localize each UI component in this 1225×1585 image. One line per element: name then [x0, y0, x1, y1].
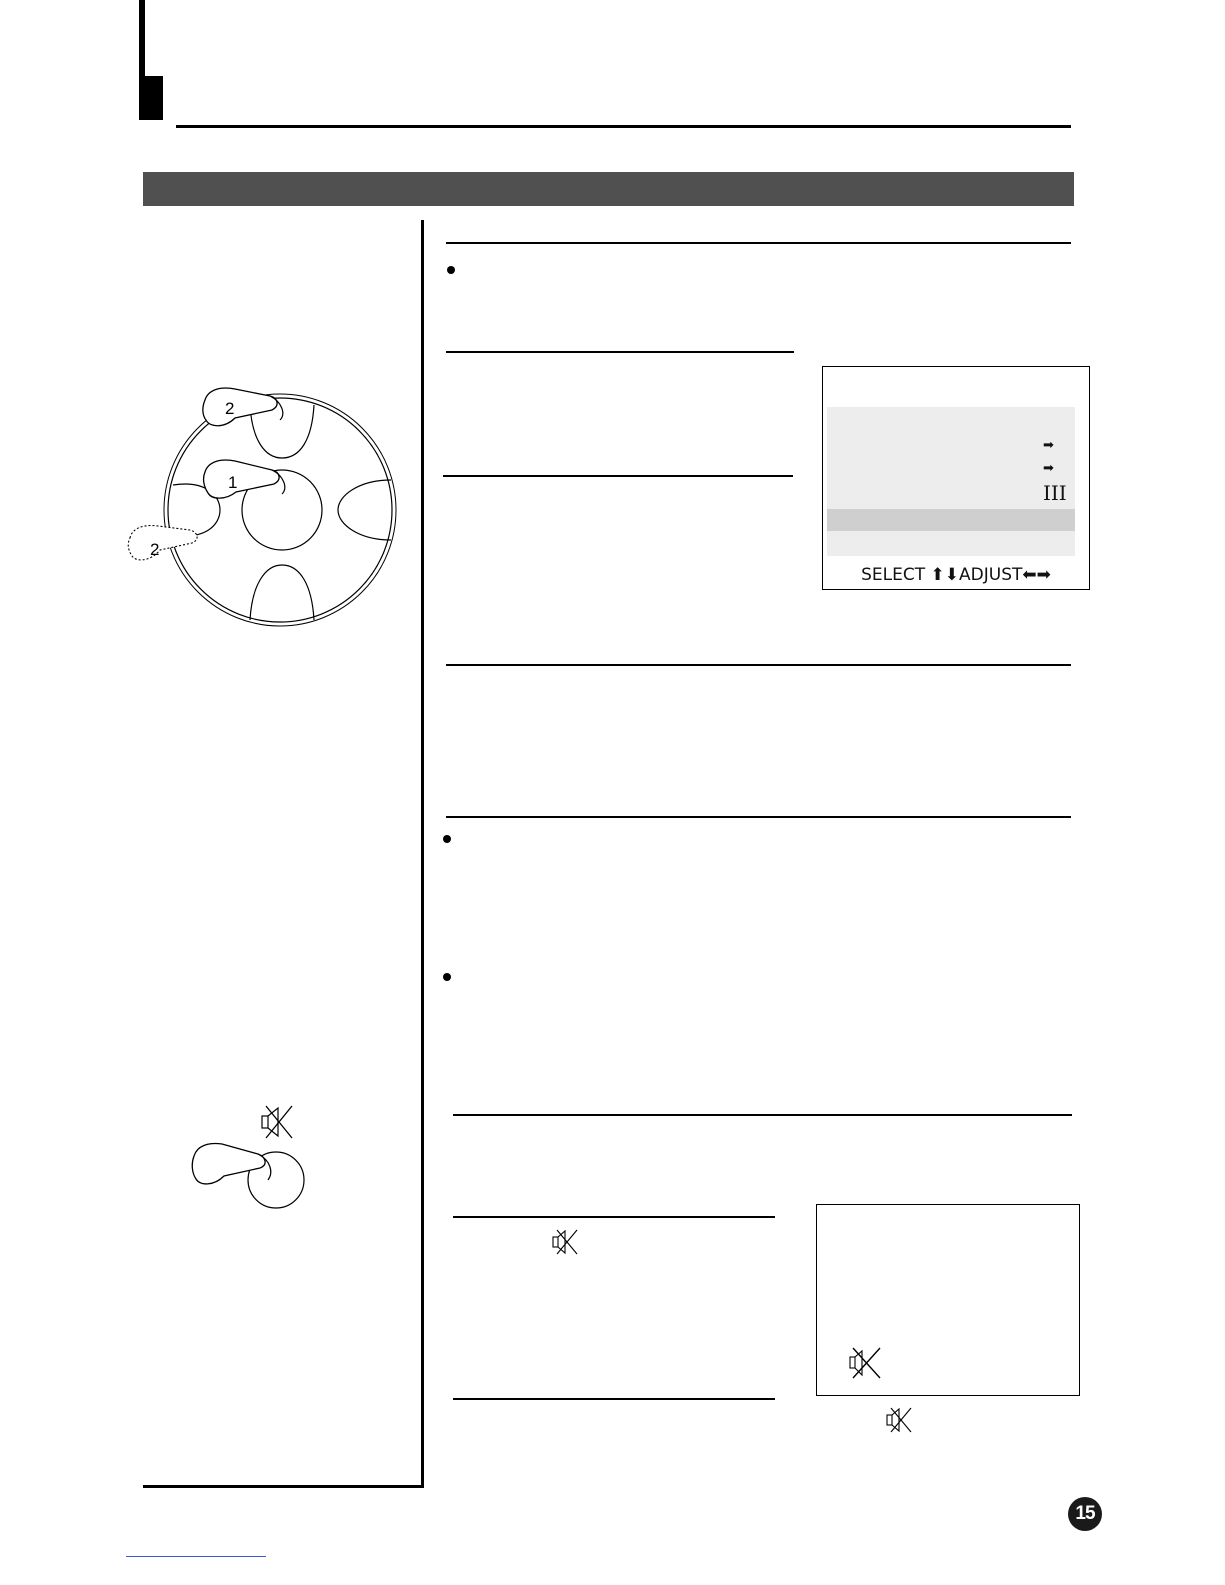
finger-label: 2: [150, 540, 160, 559]
bullet: [447, 266, 455, 274]
remote-outer-ring-2: [164, 394, 396, 626]
column-divider: [421, 220, 424, 1488]
finger-label: 2: [225, 399, 235, 418]
mute-icon: [262, 1106, 292, 1138]
subsection-rule-2: [443, 475, 793, 477]
screen-display-box: [816, 1204, 1080, 1396]
left-column-bottom-rule: [143, 1485, 424, 1488]
osd-menu-body: [827, 407, 1075, 556]
down-button: [250, 565, 314, 620]
subsection-rule-4: [453, 1398, 775, 1400]
mute-icon: [847, 1345, 883, 1381]
remote-control-illustration: [120, 380, 410, 640]
osd-menu-box: [822, 366, 1090, 590]
pointing-finger-icon: [204, 460, 285, 498]
mute-icon: [884, 1406, 914, 1436]
section-rule-2: [446, 664, 1071, 666]
osd-menu-footer: SELECT ⬆⬇ADJUST⬅➡: [861, 565, 1051, 585]
section-rule-3: [446, 816, 1071, 818]
pointing-finger-icon: [203, 388, 283, 426]
chapter-tab-marker: [139, 76, 163, 120]
footer-link-underline[interactable]: [126, 1556, 266, 1557]
mute-button-illustration: [188, 1104, 313, 1214]
chapter-tab-spine: [139, 0, 145, 76]
bullet: [443, 835, 451, 843]
osd-row-value: III: [1043, 481, 1067, 505]
osd-menu-selected-row: [827, 509, 1075, 531]
section-rule-4: [453, 1114, 1072, 1116]
bullet: [443, 973, 451, 981]
section-title-bar: [143, 172, 1074, 206]
subsection-rule-3: [453, 1216, 775, 1218]
pointing-finger-icon: [128, 526, 197, 560]
section-rule-1: [446, 242, 1071, 244]
finger-label: 1: [228, 473, 238, 492]
right-button: [338, 480, 391, 540]
mute-icon: [550, 1228, 580, 1258]
pointing-finger-icon: [192, 1144, 271, 1184]
right-arrow-icon: ➡: [1043, 460, 1054, 475]
page-number: 15: [1068, 1497, 1102, 1531]
right-arrow-icon: ➡: [1043, 437, 1054, 452]
subsection-rule-1: [446, 351, 794, 353]
remote-outer-ring: [168, 398, 392, 622]
header-rule: [176, 125, 1071, 128]
